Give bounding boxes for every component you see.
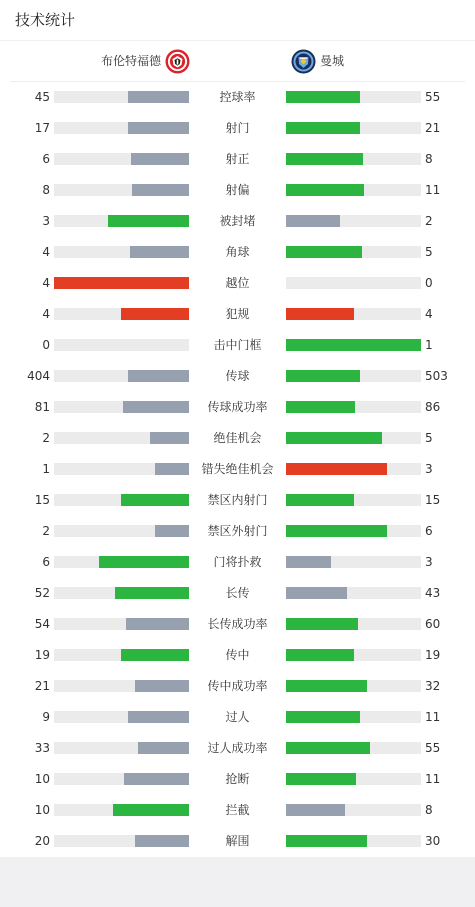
stat-row [0,803,475,823]
home-team-name: 布伦特福德 [100,54,161,68]
home-bar-track [54,184,189,196]
stat-row [0,772,475,792]
away-value: 21 [425,121,441,135]
away-value: 1 [425,338,433,352]
away-bar [286,215,340,227]
stat-label: 击中门框 [213,338,262,352]
home-bar [155,463,189,475]
away-bar [286,339,421,351]
home-bar-track [54,556,189,568]
home-bar [128,711,189,723]
home-value: 54 [34,617,50,631]
header-divider [0,40,475,41]
home-bar [128,122,189,134]
stat-label: 长传 [225,586,250,600]
away-bar-track [286,122,421,134]
away-bar [286,587,347,599]
away-bar-track [286,246,421,258]
away-bar-track [286,618,421,630]
stat-label: 被封堵 [219,214,256,228]
stat-label: 传球成功率 [207,400,268,414]
away-value: 55 [425,90,441,104]
home-bar [113,804,189,816]
away-bar [286,494,354,506]
home-value: 8 [42,183,50,197]
away-value: 11 [425,183,441,197]
home-bar-track [54,804,189,816]
stat-label: 射正 [225,152,250,166]
away-bar [286,835,367,847]
home-bar [150,432,189,444]
home-team[interactable] [101,48,190,74]
home-value: 10 [34,772,50,786]
home-value: 4 [42,245,50,259]
stat-row [0,555,475,575]
home-value: 33 [34,741,50,755]
home-bar-track [54,277,189,289]
stat-label: 犯规 [225,307,250,321]
stat-label: 传中 [225,648,250,662]
stat-row [0,307,475,327]
home-bar [54,277,189,289]
stat-label: 传中成功率 [207,679,268,693]
home-value: 3 [42,214,50,228]
away-bar-track [286,153,421,165]
home-bar-track [54,339,189,351]
away-bar [286,742,370,754]
home-bar-track [54,835,189,847]
away-bar-track [286,742,421,754]
stat-row [0,493,475,513]
away-bar-track [286,339,421,351]
home-value: 19 [34,648,50,662]
page-title: 技术统计 [15,11,76,29]
stat-row [0,369,475,389]
away-bar [286,246,362,258]
home-value: 20 [34,834,50,848]
home-bar [115,587,189,599]
away-bar [286,680,367,692]
away-bar-track [286,587,421,599]
away-value: 60 [425,617,441,631]
stat-row [0,431,475,451]
stat-label: 绝佳机会 [213,431,262,445]
away-bar [286,308,354,320]
stat-row [0,679,475,699]
stat-label: 错失绝佳机会 [201,462,274,476]
stat-label: 角球 [225,245,250,259]
stat-row [0,152,475,172]
brentford-crest-icon [165,49,190,74]
stat-row [0,214,475,234]
away-bar-track [286,91,421,103]
home-value: 2 [42,524,50,538]
home-bar-track [54,649,189,661]
stat-row [0,276,475,296]
home-bar [155,525,189,537]
stat-label: 禁区外射门 [207,524,268,538]
stat-label: 门将扑救 [213,555,262,569]
stat-row [0,648,475,668]
stat-label: 越位 [225,276,250,290]
stat-row [0,400,475,420]
home-bar-track [54,494,189,506]
away-bar-track [286,773,421,785]
away-bar [286,525,387,537]
stat-label: 控球率 [219,90,256,104]
home-bar [108,215,189,227]
home-bar-track [54,432,189,444]
away-value: 8 [425,152,433,166]
away-value: 6 [425,524,433,538]
away-bar-track [286,370,421,382]
away-value: 503 [425,369,448,383]
home-bar [126,618,189,630]
away-team-name: 曼城 [320,54,345,68]
stat-label: 传球 [225,369,250,383]
stat-row [0,524,475,544]
home-value: 21 [34,679,50,693]
home-value: 1 [42,462,50,476]
home-bar [138,742,189,754]
stat-label: 禁区内射门 [207,493,268,507]
stat-label: 抢断 [225,772,250,786]
away-bar [286,91,360,103]
home-bar [121,494,189,506]
away-bar [286,773,356,785]
away-bar-track [286,680,421,692]
home-bar [135,835,189,847]
away-bar [286,804,345,816]
home-bar-track [54,370,189,382]
home-bar [130,246,189,258]
stat-row [0,90,475,110]
away-value: 11 [425,710,441,724]
home-bar [121,649,189,661]
away-bar-track [286,308,421,320]
home-bar-track [54,525,189,537]
home-bar [128,370,189,382]
stat-row [0,338,475,358]
stat-label: 过人成功率 [207,741,268,755]
home-bar-track [54,215,189,227]
home-value: 17 [34,121,50,135]
home-bar [121,308,189,320]
away-bar-track [286,401,421,413]
home-bar [123,401,189,413]
home-bar-track [54,680,189,692]
away-value: 3 [425,555,433,569]
away-bar [286,401,355,413]
stat-label: 解围 [225,834,250,848]
stat-row [0,121,475,141]
away-value: 3 [425,462,433,476]
away-bar-track [286,215,421,227]
away-bar-track [286,525,421,537]
away-bar [286,184,364,196]
stat-row [0,183,475,203]
home-value: 15 [34,493,50,507]
stat-label: 射偏 [225,183,250,197]
away-value: 55 [425,741,441,755]
stat-label: 长传成功率 [207,617,268,631]
stat-label: 射门 [225,121,250,135]
home-bar-track [54,773,189,785]
home-bar-track [54,153,189,165]
home-bar [124,773,189,785]
home-bar [99,556,189,568]
away-bar-track [286,184,421,196]
home-value: 4 [42,276,50,290]
home-bar-track [54,122,189,134]
home-bar-track [54,463,189,475]
stat-label: 拦截 [225,803,250,817]
home-value: 52 [34,586,50,600]
stat-row [0,710,475,730]
home-bar-track [54,742,189,754]
home-bar-track [54,401,189,413]
away-value: 32 [425,679,441,693]
away-bar-track [286,835,421,847]
home-bar [128,91,189,103]
away-value: 15 [425,493,441,507]
away-bar-track [286,711,421,723]
home-value: 404 [27,369,50,383]
away-bar-track [286,463,421,475]
away-value: 43 [425,586,441,600]
stat-row [0,617,475,637]
away-bar-track [286,556,421,568]
home-bar-track [54,91,189,103]
home-value: 0 [42,338,50,352]
home-bar [131,153,189,165]
away-bar [286,618,358,630]
teams-divider [10,81,465,82]
away-value: 86 [425,400,441,414]
stat-row [0,462,475,482]
away-value: 30 [425,834,441,848]
away-value: 8 [425,803,433,817]
away-bar [286,370,360,382]
away-bar-track [286,277,421,289]
away-value: 5 [425,245,433,259]
away-bar [286,711,360,723]
away-value: 0 [425,276,433,290]
home-value: 2 [42,431,50,445]
home-value: 6 [42,152,50,166]
away-value: 5 [425,431,433,445]
away-bar-track [286,432,421,444]
away-bar-track [286,804,421,816]
away-value: 11 [425,772,441,786]
away-value: 4 [425,307,433,321]
away-bar [286,649,354,661]
home-value: 9 [42,710,50,724]
home-bar [132,184,189,196]
home-value: 4 [42,307,50,321]
away-bar [286,153,363,165]
away-bar-track [286,494,421,506]
home-bar-track [54,246,189,258]
stat-row [0,834,475,854]
stat-row [0,741,475,761]
home-bar-track [54,587,189,599]
away-value: 2 [425,214,433,228]
home-value: 81 [34,400,50,414]
away-value: 19 [425,648,441,662]
home-bar-track [54,711,189,723]
away-team[interactable] [291,48,344,74]
man-city-crest-icon [291,49,316,74]
stat-row [0,245,475,265]
away-bar [286,463,387,475]
home-bar-track [54,618,189,630]
home-value: 45 [34,90,50,104]
home-bar-track [54,308,189,320]
stat-row [0,586,475,606]
away-bar [286,432,382,444]
home-value: 10 [34,803,50,817]
stat-label: 过人 [225,710,250,724]
away-bar [286,556,331,568]
away-bar-track [286,649,421,661]
home-bar [135,680,189,692]
away-bar [286,122,360,134]
home-value: 6 [42,555,50,569]
